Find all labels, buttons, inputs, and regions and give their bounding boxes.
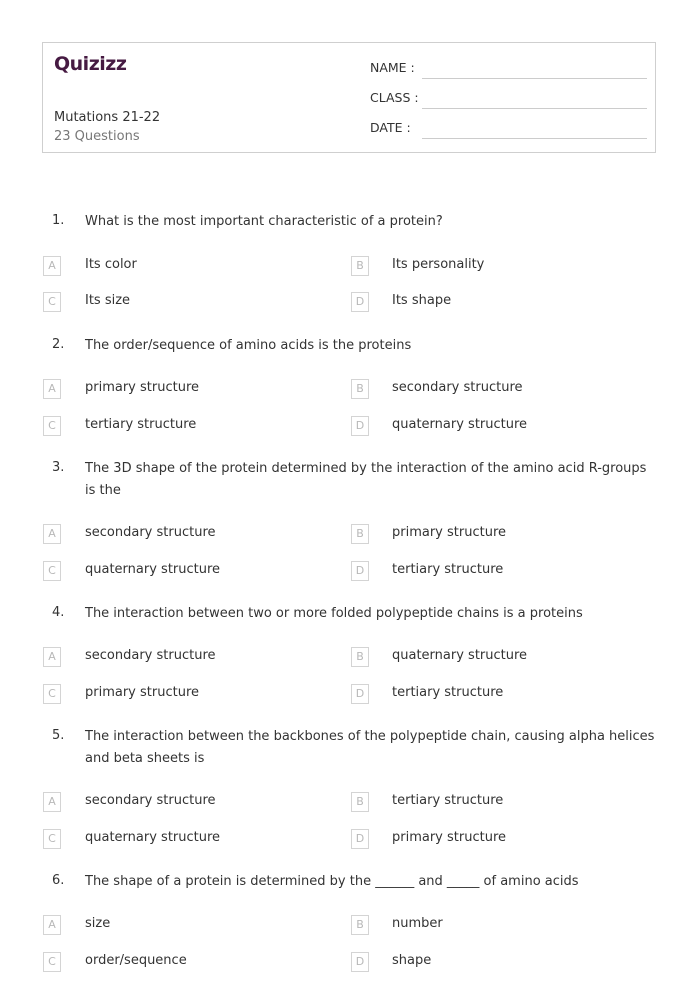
option-letter-c[interactable]: C: [43, 684, 61, 704]
option-text: secondary structure: [85, 525, 216, 540]
option-letter-b[interactable]: B: [351, 524, 369, 544]
option-letter-c[interactable]: C: [43, 416, 61, 436]
option-text: secondary structure: [85, 793, 216, 808]
option-text: Its personality: [392, 257, 485, 272]
option-letter-c[interactable]: C: [43, 829, 61, 849]
option-text: tertiary structure: [392, 793, 504, 808]
quizizz-logo: Quizizz: [54, 53, 127, 75]
question-text: The 3D shape of the protein determined by the interaction of the amino acid R-groups is the: [85, 461, 647, 498]
option-text: primary structure: [85, 685, 200, 700]
option-text: secondary structure: [392, 380, 523, 395]
option-text: shape: [392, 953, 432, 968]
question-text: The order/sequence of amino acids is the proteins: [85, 338, 412, 353]
option-text: primary structure: [392, 830, 507, 845]
option-letter-b[interactable]: B: [351, 379, 369, 399]
question-text: The shape of a protein is determined by the ______ and _____ of amino acids: [85, 874, 579, 889]
option-text: quaternary structure: [392, 417, 528, 432]
class-line: [422, 108, 647, 109]
option-text: quaternary structure: [392, 648, 528, 663]
name-line: [422, 78, 647, 79]
option-letter-a[interactable]: A: [43, 915, 61, 935]
option-letter-a[interactable]: A: [43, 524, 61, 544]
option-letter-b[interactable]: B: [351, 256, 369, 276]
date-line: [422, 138, 647, 139]
date-label: DATE :: [370, 120, 411, 135]
question-text: The interaction between two or more folded polypeptide chains is a proteins: [85, 606, 583, 621]
option-text: Its size: [85, 293, 131, 308]
option-letter-b[interactable]: B: [351, 792, 369, 812]
option-letter-c[interactable]: C: [43, 561, 61, 581]
option-letter-c[interactable]: C: [43, 292, 61, 312]
option-letter-a[interactable]: A: [43, 792, 61, 812]
option-text: quaternary structure: [85, 562, 221, 577]
option-letter-b[interactable]: B: [351, 647, 369, 667]
question-number: 3.: [52, 460, 65, 475]
worksheet-header: [42, 42, 656, 153]
option-letter-a[interactable]: A: [43, 256, 61, 276]
question-count: 23 Questions: [54, 129, 140, 144]
name-label: NAME :: [370, 60, 415, 75]
option-text: quaternary structure: [85, 830, 221, 845]
question-number: 4.: [52, 605, 65, 620]
class-label: CLASS :: [370, 90, 419, 105]
option-text: order/sequence: [85, 953, 187, 968]
question-number: 6.: [52, 873, 65, 888]
option-letter-d[interactable]: D: [351, 829, 369, 849]
question-number: 1.: [52, 213, 65, 228]
option-text: tertiary structure: [392, 562, 504, 577]
option-letter-c[interactable]: C: [43, 952, 61, 972]
option-text: Its shape: [392, 293, 452, 308]
option-text: number: [392, 916, 443, 931]
option-text: size: [85, 916, 111, 931]
option-text: secondary structure: [85, 648, 216, 663]
option-letter-a[interactable]: A: [43, 379, 61, 399]
option-letter-d[interactable]: D: [351, 952, 369, 972]
option-letter-d[interactable]: D: [351, 684, 369, 704]
option-text: tertiary structure: [85, 417, 197, 432]
option-letter-d[interactable]: D: [351, 561, 369, 581]
question-number: 5.: [52, 728, 65, 743]
option-text: primary structure: [392, 525, 507, 540]
question-number: 2.: [52, 337, 65, 352]
worksheet-title: Mutations 21-22: [54, 110, 161, 125]
question-text: The interaction between the backbones of the polypeptide chain, causing alpha helices and beta sheets is: [85, 729, 655, 766]
option-text: tertiary structure: [392, 685, 504, 700]
option-letter-b[interactable]: B: [351, 915, 369, 935]
option-letter-d[interactable]: D: [351, 416, 369, 436]
question-text: What is the most important characteristic of a protein?: [85, 214, 443, 229]
option-letter-a[interactable]: A: [43, 647, 61, 667]
option-text: primary structure: [85, 380, 200, 395]
option-text: Its color: [85, 257, 137, 272]
option-letter-d[interactable]: D: [351, 292, 369, 312]
